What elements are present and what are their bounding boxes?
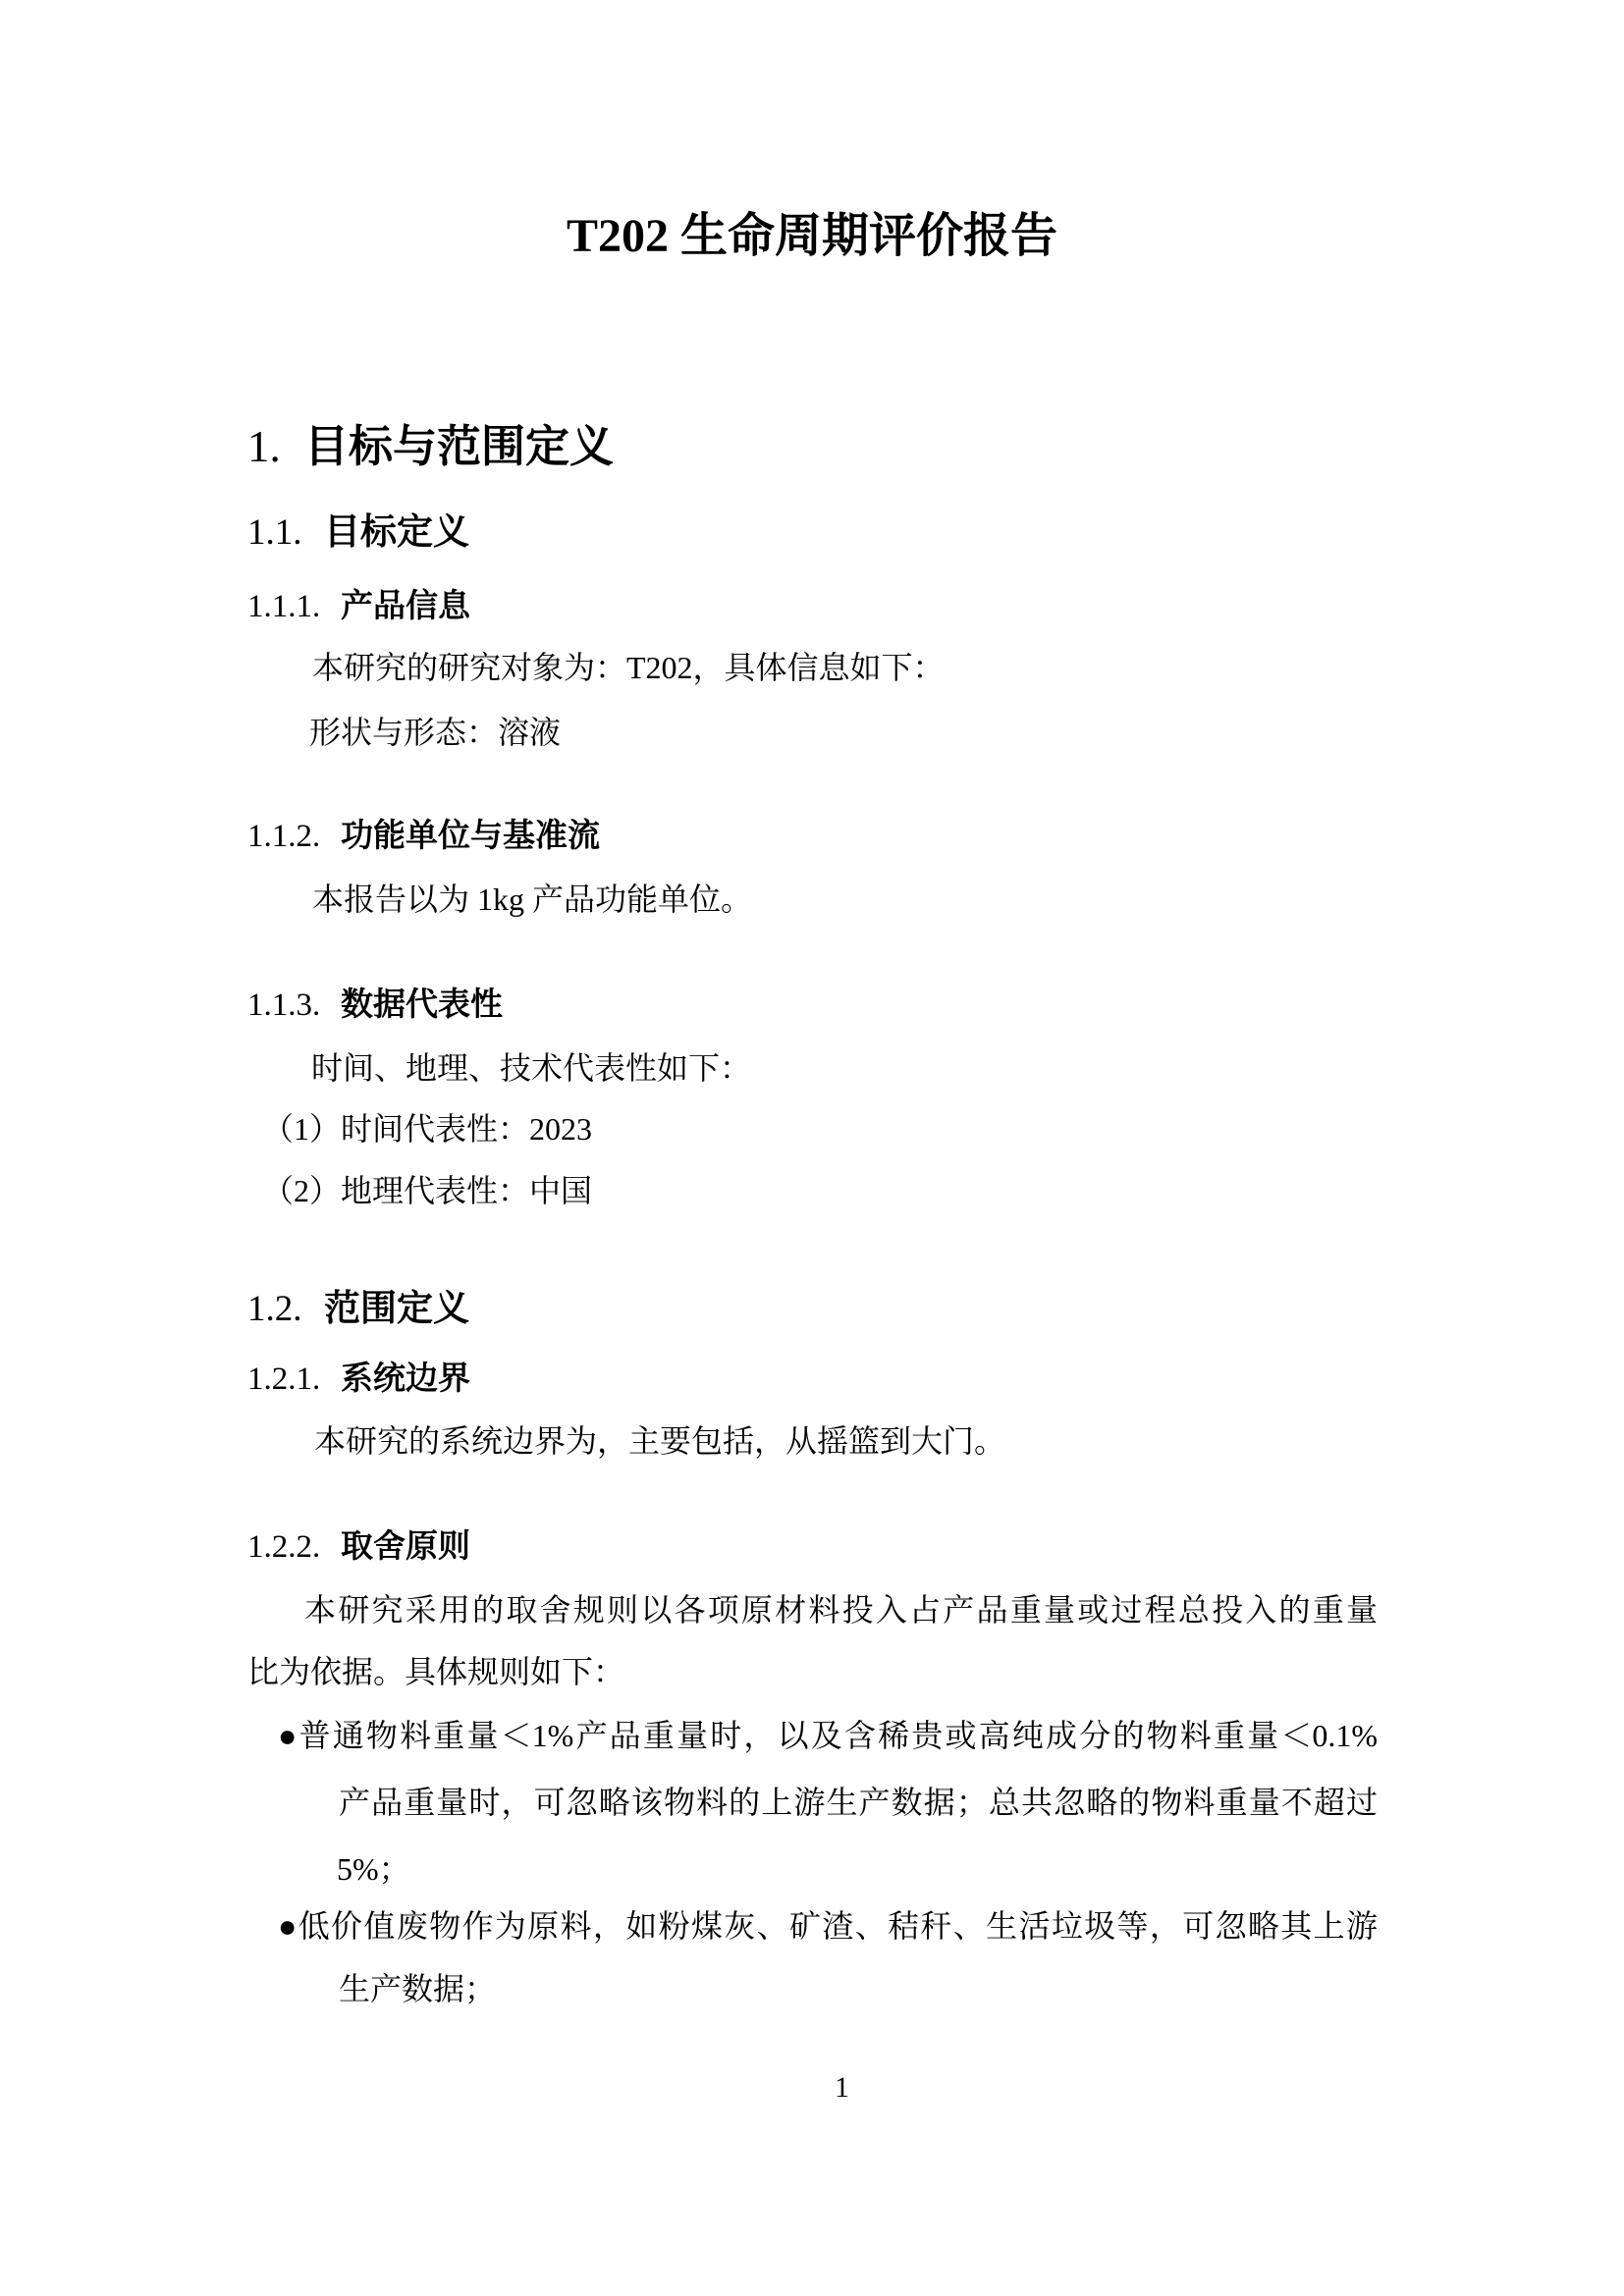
paragraph-cutoff-rule-line-2: 比为依据。具体规则如下： xyxy=(247,1654,625,1689)
heading-1-1-1 xyxy=(247,588,470,625)
list-item-time-representativeness: （1）时间代表性：2023 xyxy=(262,1111,593,1147)
heading-1-1-3-number: 1.1.3. xyxy=(247,988,321,1023)
heading-1-1 xyxy=(247,511,469,553)
heading-1-2-1-text: 系统边界 xyxy=(341,1360,470,1396)
bullet-item-2-text-1: 低价值废物作为原料，如粉煤灰、矿渣、秸秆、生活垃圾等，可忽略其上游 xyxy=(298,1908,1378,1944)
heading-1-2-1 xyxy=(247,1361,470,1398)
heading-1-1-3 xyxy=(247,987,503,1024)
bullet-item-1-line-1 xyxy=(278,1719,1378,1754)
heading-1-2-2-number: 1.2.2. xyxy=(247,1529,321,1565)
bullet-item-1-text-1: 普通物料重量＜1%产品重量时，以及含稀贵或高纯成分的物料重量＜0.1% xyxy=(298,1718,1378,1753)
bullet-icon: ● xyxy=(278,1718,299,1753)
heading-1-2-2 xyxy=(247,1528,470,1566)
heading-1-1-number: 1.1. xyxy=(247,512,302,553)
heading-1-1-2-number: 1.1.2. xyxy=(247,819,321,854)
heading-1-text: 目标与范围定义 xyxy=(304,421,615,471)
paragraph-functional-unit: 本报告以为 1kg 产品功能单位。 xyxy=(312,881,753,917)
bullet-item-2-line-2: 生产数据； xyxy=(339,1971,497,2006)
heading-1-1-3-text: 数据代表性 xyxy=(341,986,503,1022)
paragraph-product-info-2: 形状与形态：溶液 xyxy=(309,715,562,750)
heading-1-2 xyxy=(247,1288,469,1329)
heading-1-number: 1. xyxy=(247,422,281,471)
bullet-item-1-line-3: 5%； xyxy=(337,1851,410,1887)
heading-1-2-text: 范围定义 xyxy=(324,1288,469,1328)
heading-1-2-2-text: 取舍原则 xyxy=(341,1527,470,1564)
heading-1-1-2 xyxy=(247,818,600,855)
bullet-item-1-line-2: 产品重量时，可忽略该物料的上游生产数据；总共忽略的物料重量不超过 xyxy=(339,1785,1378,1820)
heading-1-2-1-number: 1.2.1. xyxy=(247,1362,321,1397)
heading-1-1-1-number: 1.1.1. xyxy=(247,589,321,624)
page-number: 1 xyxy=(835,2071,849,2104)
heading-1-1-2-text: 功能单位与基准流 xyxy=(341,817,600,853)
bullet-icon: ● xyxy=(278,1908,298,1944)
heading-1 xyxy=(247,422,614,471)
paragraph-cutoff-rule-line-1: 本研究采用的取舍规则以各项原材料投入占产品重量或过程总投入的重量 xyxy=(304,1592,1378,1628)
list-item-geo-representativeness: （2）地理代表性：中国 xyxy=(262,1173,593,1208)
heading-1-2-number: 1.2. xyxy=(247,1289,302,1329)
paragraph-representativeness-intro: 时间、地理、技术代表性如下： xyxy=(311,1050,752,1086)
paragraph-system-boundary: 本研究的系统边界为，主要包括，从摇篮到大门。 xyxy=(314,1423,1006,1459)
heading-1-1-1-text: 产品信息 xyxy=(341,587,470,623)
paragraph-product-info-1: 本研究的研究对象为：T202，具体信息如下： xyxy=(312,650,945,685)
bullet-item-2-line-1 xyxy=(278,1909,1378,1945)
heading-1-1-text: 目标定义 xyxy=(324,511,469,552)
document-title: T202 生命周期评价报告 xyxy=(566,210,1058,262)
